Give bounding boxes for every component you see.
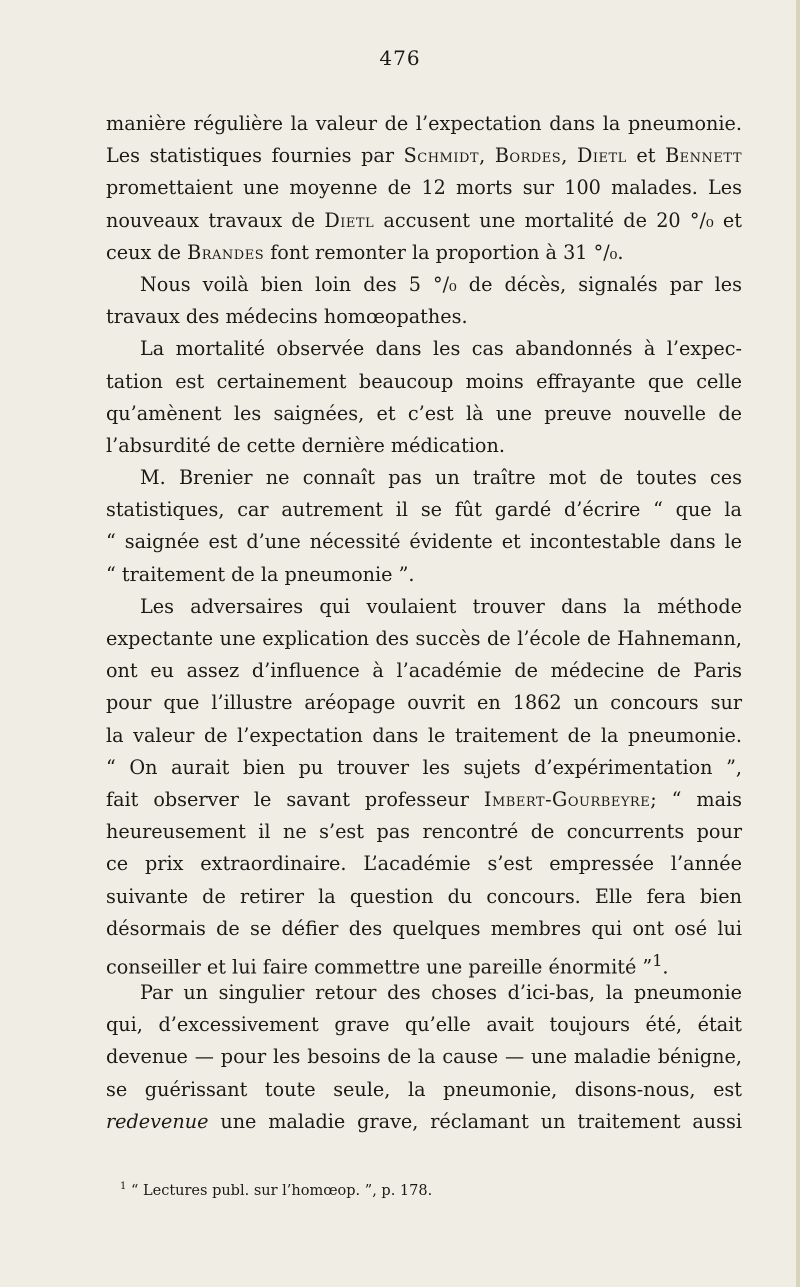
text-line xyxy=(106,784,742,816)
text-line xyxy=(106,945,742,977)
text-run: une maladie grave, réclamant un traitement aussi xyxy=(208,1109,742,1133)
text-run: font remonter la proportion à 31 °/₀. xyxy=(264,240,624,264)
text-line xyxy=(106,205,742,237)
text-line: ce prix extraordinaire. L’académie s’est empressée l’année xyxy=(106,852,742,876)
text-run: ; “ mais xyxy=(650,787,742,811)
text-line: M. Brenier ne connaît pas un traître mot de toutes ces xyxy=(140,466,742,490)
footnote-reference: 1 xyxy=(652,950,663,970)
body-text xyxy=(106,108,742,1138)
text-line: Par un singulier retour des choses d’ici-bas, la pneumonie xyxy=(140,981,742,1005)
text-line: pour que l’illustre aréopage ouvrit en 1862 un concours sur xyxy=(106,691,742,715)
text-line: suivante de retirer la question du concours. Elle fera bien xyxy=(106,884,742,908)
page-number: 476 xyxy=(379,46,421,70)
footnote-text: “ Lectures publ. sur l’homœop. ”, p. 178. xyxy=(126,1182,433,1199)
text-line: qu’amènent les saignées, et c’est là une preuve nouvelle de xyxy=(106,401,742,425)
text-line: promettaient une moyenne de 12 morts sur 100 malades. Les xyxy=(106,176,742,200)
text-run: fait observer le savant professeur xyxy=(106,787,484,811)
text-run: , xyxy=(479,144,495,168)
author-name: Schmidt xyxy=(403,144,480,168)
text-line: heureusement il ne s’est pas rencontré de concurrents pour xyxy=(106,820,742,844)
text-line: l’absurdité de cette dernière médication. xyxy=(106,433,505,457)
author-name: Bordes xyxy=(494,144,562,168)
text-run: nouveaux travaux de xyxy=(106,208,325,232)
text-line: Nous voilà bien loin des 5 °/₀ de décès, signalés par les xyxy=(140,272,742,296)
text-line: statistiques, car autrement il se fût gardé d’écrire “ que la xyxy=(106,498,742,522)
text-line xyxy=(106,1106,742,1138)
text-line: La mortalité observée dans les cas abandonnés à l’expec- xyxy=(140,337,742,361)
text-line xyxy=(106,140,742,172)
text-line xyxy=(106,237,742,269)
text-line: ont eu assez d’influence à l’académie de médecine de Paris xyxy=(106,659,742,683)
text-run: et xyxy=(626,144,666,168)
page-edge xyxy=(796,0,800,1287)
text-run: Les statistiques fournies par xyxy=(106,144,404,168)
italic-word: redevenue xyxy=(106,1109,209,1133)
text-line: “ saignée est d’une nécessité évidente et incontestable dans le xyxy=(106,530,742,554)
text-run: , xyxy=(561,144,577,168)
text-run: conseiller et lui faire commettre une pareille énormité ” xyxy=(106,955,653,979)
text-line: Les adversaires qui voulaient trouver dans la méthode xyxy=(140,594,742,618)
text-line: désormais de se défier des quelques membres qui ont osé lui xyxy=(106,916,742,940)
text-line: qui, d’excessivement grave qu’elle avait toujours été, était xyxy=(106,1013,742,1037)
author-name: Dietl xyxy=(324,208,375,232)
footnote xyxy=(120,1181,432,1199)
text-line: manière régulière la valeur de l’expectation dans la pneumonie. xyxy=(106,112,742,135)
text-run: accusent une mortalité de 20 °/₀ et xyxy=(374,208,743,232)
text-line: “ traitement de la pneumonie ”. xyxy=(106,562,415,586)
text-run: . xyxy=(662,955,669,979)
text-run: ceux de xyxy=(106,240,188,264)
author-name: Brandes xyxy=(187,240,265,264)
text-line: travaux des médecins homœopathes. xyxy=(106,305,468,329)
text-line: tation est certainement beaucoup moins effrayante que celle xyxy=(106,369,742,393)
text-line: “ On aurait bien pu trouver les sujets d’expérimentation ”, xyxy=(106,755,742,779)
text-line: la valeur de l’expectation dans le traitement de la pneumonie. xyxy=(106,723,742,747)
author-name: Imbert-Gourbeyre xyxy=(483,787,651,811)
author-name: Bennett xyxy=(665,144,742,168)
footnote-mark: 1 xyxy=(120,1181,127,1192)
text-line: devenue — pour les besoins de la cause — une maladie bénigne, xyxy=(106,1045,742,1069)
text-line: se guérissant toute seule, la pneumonie, disons-nous, est xyxy=(106,1077,742,1101)
text-line: expectante une explication des succès de l’école de Hahnemann, xyxy=(106,627,742,650)
author-name: Dietl xyxy=(576,144,627,168)
